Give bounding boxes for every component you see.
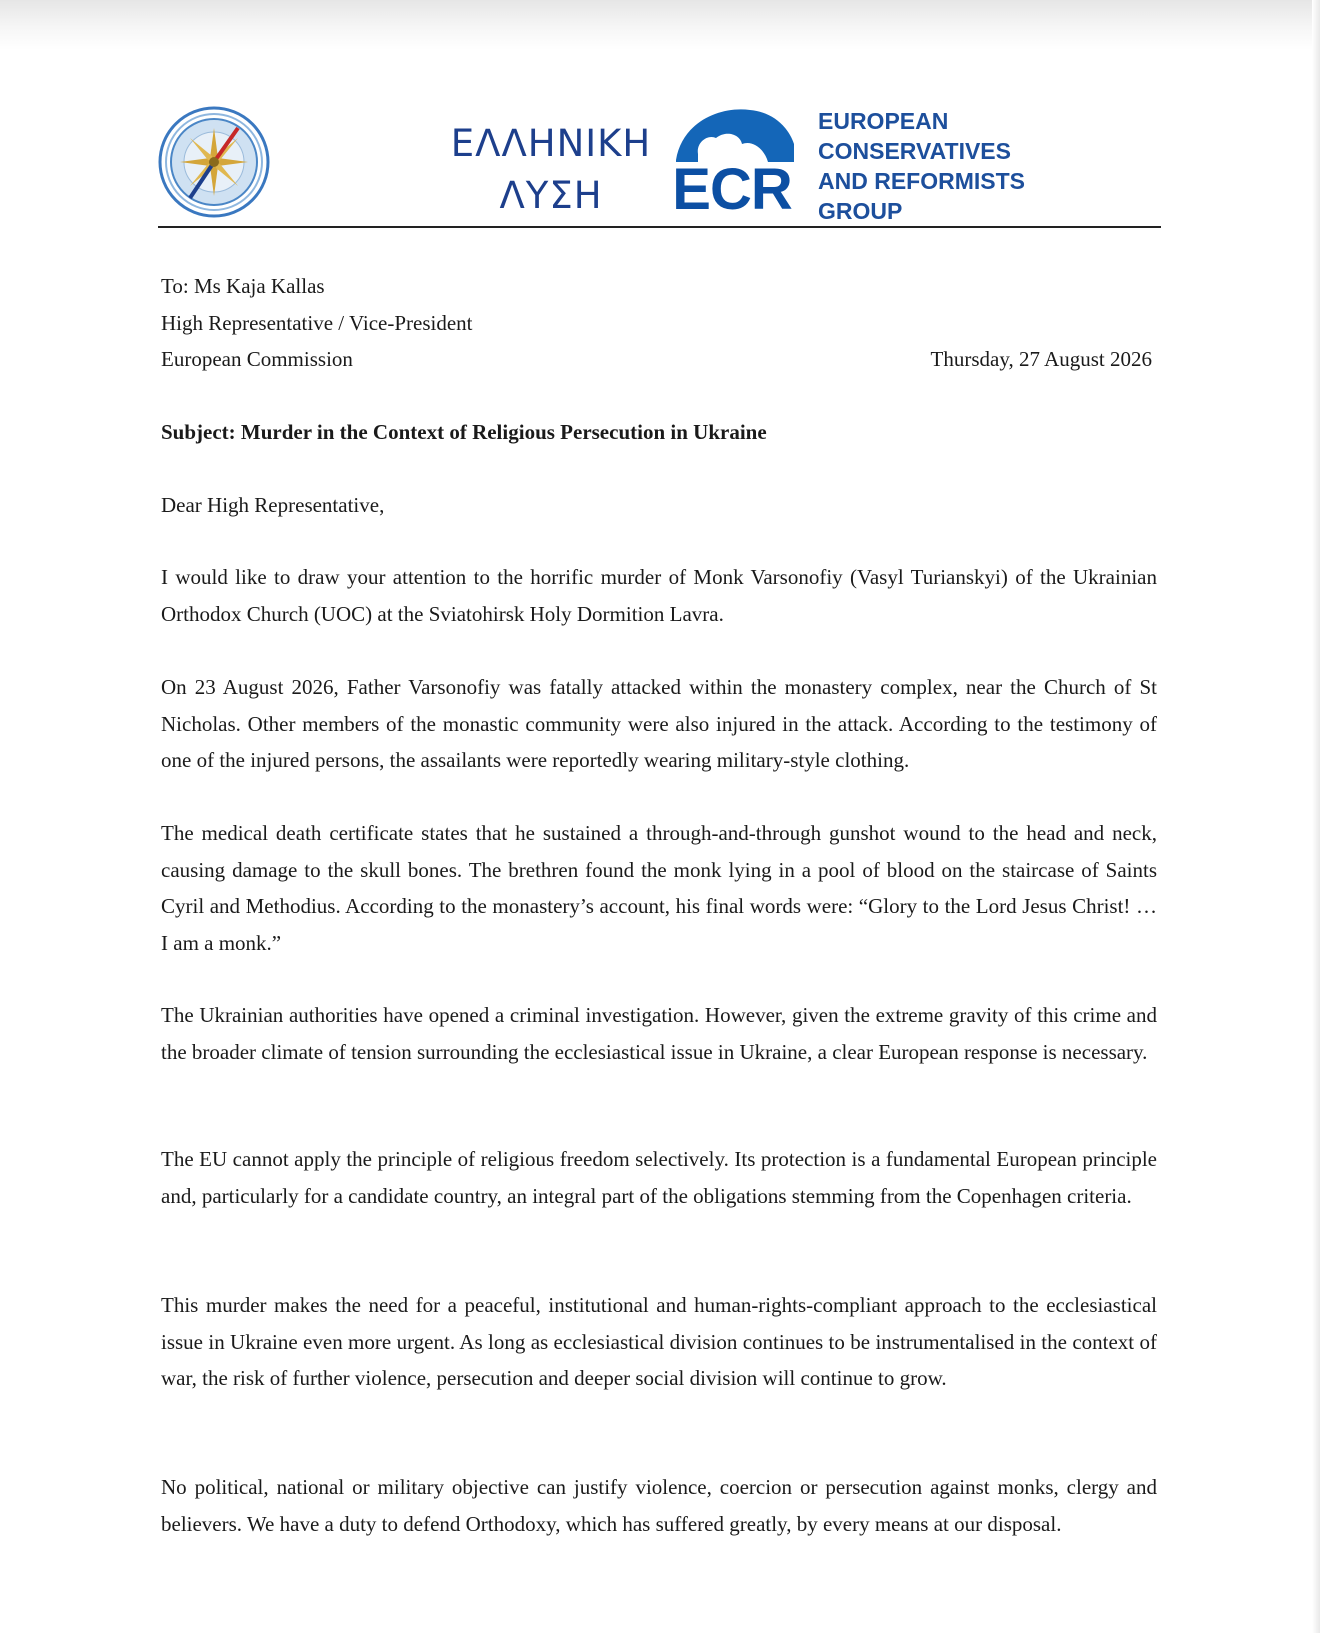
body-paragraph: The medical death certificate states that he sustained a through-and-through gunshot wound to the head and neck, causing damage to the skull bones. The brethren found the monk lying in a pool of blood on the staircase of Saints Cyril and Methodius. According to the monastery’s account, his final words were: “Glory to the Lord Jesus Christ! … I am a monk.” [161, 821, 1157, 955]
addressee-line: European Commission [161, 347, 353, 371]
letterhead-divider [158, 226, 1161, 228]
body-paragraph: On 23 August 2026, Father Varsonofiy was fatally attacked within the monastery complex, near the Church of St Nicholas. Other members of the monastic community were also injured in the attack. According to the testimony of one of the injured persons, the assailants were reportedly wearing military-style clothing. [161, 675, 1157, 772]
ecr-name-line1: EUROPEAN [818, 108, 949, 134]
ecr-name-line3: AND REFORMISTS [818, 168, 1025, 194]
ecr-abbreviation: ECR [672, 157, 792, 222]
body-paragraph: The EU cannot apply the principle of religious freedom selectively. Its protection is a fundamental European principle and, particularly for a candidate country, an integral part of the obligations stemming from the Copenhagen criteria. [161, 1147, 1157, 1208]
body-paragraph: The Ukrainian authorities have opened a criminal investigation. However, given the extreme gravity of this crime and the broader climate of tension surrounding the ecclesiastical issue in Ukraine, a clear European response is necessary. [161, 1003, 1157, 1064]
ecr-name-line4: GROUP [818, 198, 903, 224]
salutation: Dear High Representative, [161, 493, 385, 517]
body-paragraph: I would like to draw your attention to the horrific murder of Monk Varsonofiy (Vasyl Turianskyi) of the Ukrainian Orthodox Church (UOC) at the Sviatohirsk Holy Dormition Lavra. [161, 565, 1157, 626]
party-name [436, 118, 666, 222]
party-name-line1: ΕΛΛΗΝΙΚΗ [450, 122, 652, 165]
letter-date: Thursday, 27 August 2026 [930, 347, 1152, 371]
addressee-line: High Representative / Vice-President [161, 310, 473, 335]
ecr-name-line2: CONSERVATIVES [818, 138, 1011, 164]
ecr-full-name [818, 106, 1025, 226]
body-paragraph: This murder makes the need for a peaceful, institutional and human-rights-compliant approach to the ecclesiastical issue in Ukraine even more urgent. As long as ecclesiastical division continues to be instrumentalised in the context of war, the risk of further violence, persecution and deeper social division will continue to grow. [161, 1293, 1157, 1390]
party-name-line2: ΛΥΣΗ [499, 174, 603, 217]
body-paragraph: No political, national or military objective can justify violence, coercion or persecution against monks, clergy and believers. We have a duty to defend Orthodoxy, which has suffered greatly, by every means at our disposal. [161, 1475, 1157, 1536]
addressee-line: To: Ms Kaja Kallas [161, 274, 325, 298]
letter-subject: Subject: Murder in the Context of Religious Persecution in Ukraine [161, 420, 767, 444]
compass-emblem-icon [158, 106, 270, 218]
